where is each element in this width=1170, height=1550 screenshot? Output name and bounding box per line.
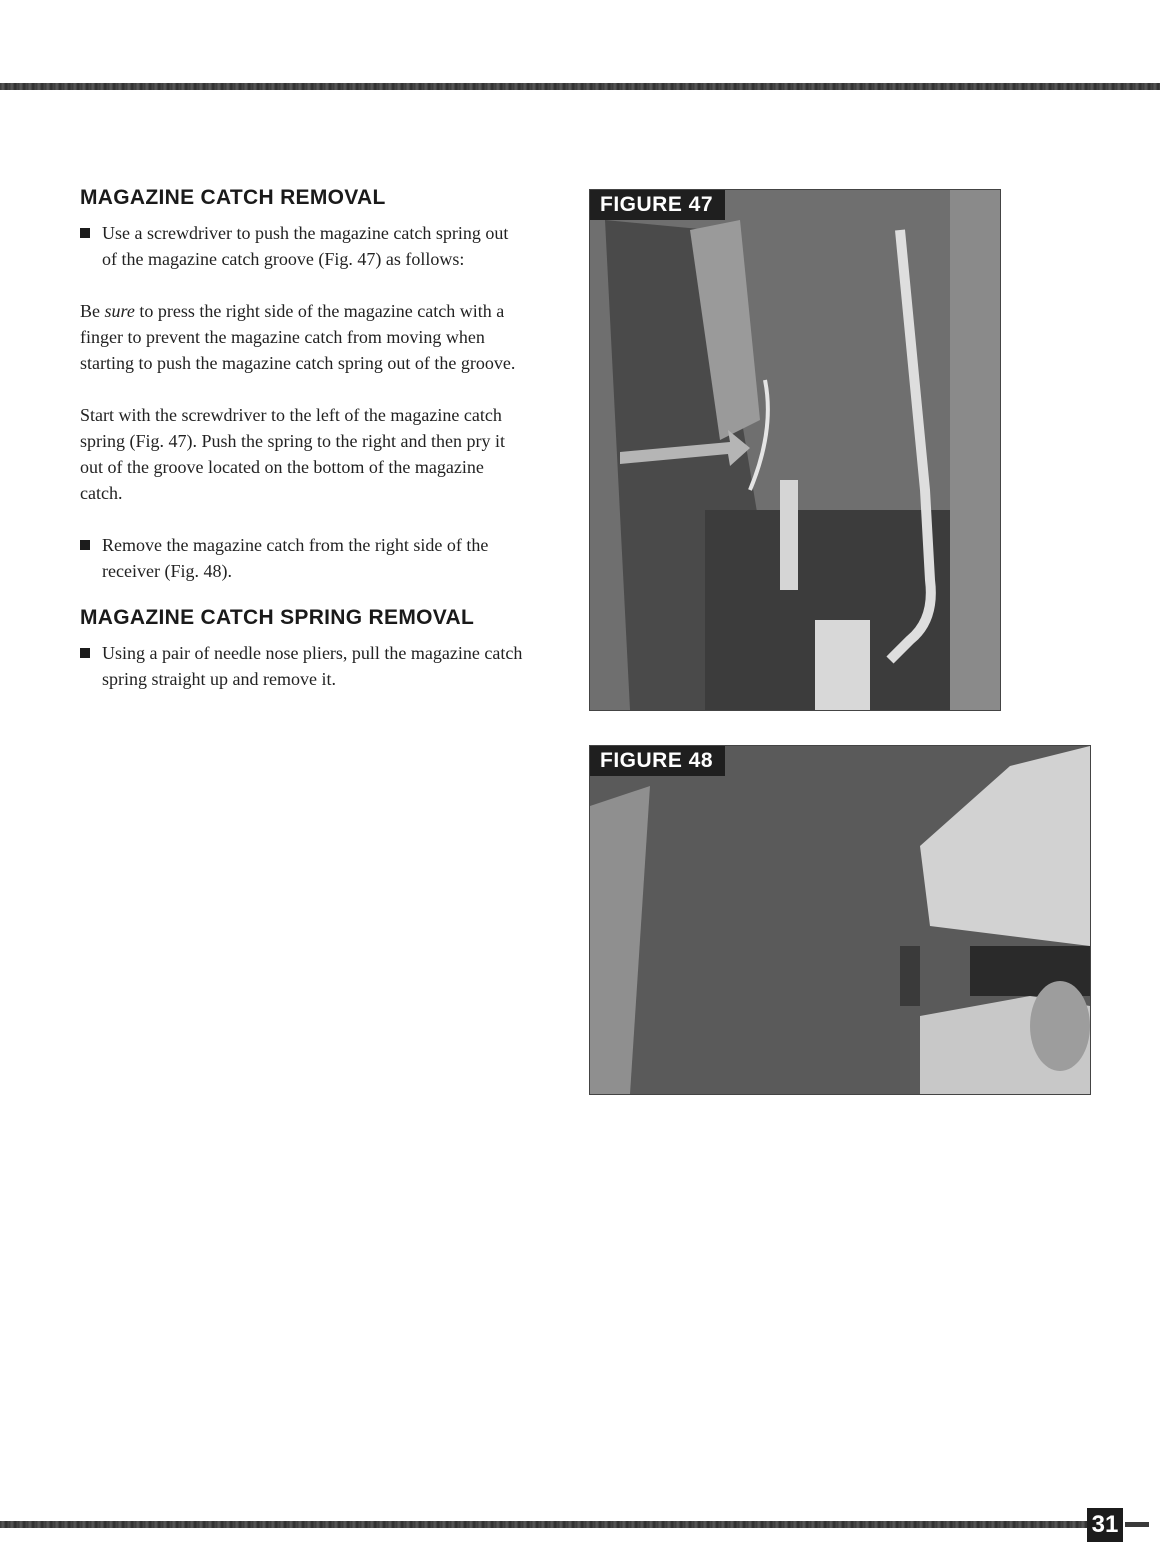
bottom-rule-tail: [1125, 1522, 1149, 1527]
figure-47-label: FIGURE 47: [590, 190, 725, 220]
figure-48-illustration: [590, 746, 1090, 1094]
bullet-text: Use a screwdriver to push the magazine catch spring out of the magazine catch groove (Fig. 47) as follows:: [102, 223, 509, 269]
figure-47-photo: [589, 189, 1001, 711]
bullet-square-icon: [80, 228, 90, 238]
paragraph: Be sure to press the right side of the magazine catch with a finger to prevent the magazine catch from moving when starting to push the magazine catch spring out of the groove.: [80, 301, 516, 373]
bullet-square-icon: [80, 540, 90, 550]
figure-48-photo: [589, 745, 1091, 1095]
bullet-text: Remove the magazine catch from the right side of the receiver (Fig. 48).: [102, 535, 489, 581]
page-number: 31: [1087, 1508, 1123, 1542]
top-rule: [0, 83, 1160, 90]
section-heading-spring-removal: MAGAZINE CATCH SPRING REMOVAL: [80, 606, 475, 629]
bottom-rule: [0, 1521, 1090, 1528]
bullet-item: [80, 532, 525, 584]
section-heading-catch-removal: MAGAZINE CATCH REMOVAL: [80, 186, 386, 209]
bullet-text: Using a pair of needle nose pliers, pull the magazine catch spring straight up and remove it.: [102, 643, 523, 689]
figure-48-label: FIGURE 48: [590, 746, 725, 776]
paragraph: Start with the screwdriver to the left of the magazine catch spring (Fig. 47). Push the spring to the right and then pry it out of the groove located on the bottom of the magazine catch.: [80, 405, 505, 503]
figure-47-illustration: [590, 190, 1000, 710]
bullet-item: [80, 640, 525, 692]
text-column: [80, 186, 525, 692]
bullet-item: [80, 220, 525, 272]
bullet-square-icon: [80, 648, 90, 658]
